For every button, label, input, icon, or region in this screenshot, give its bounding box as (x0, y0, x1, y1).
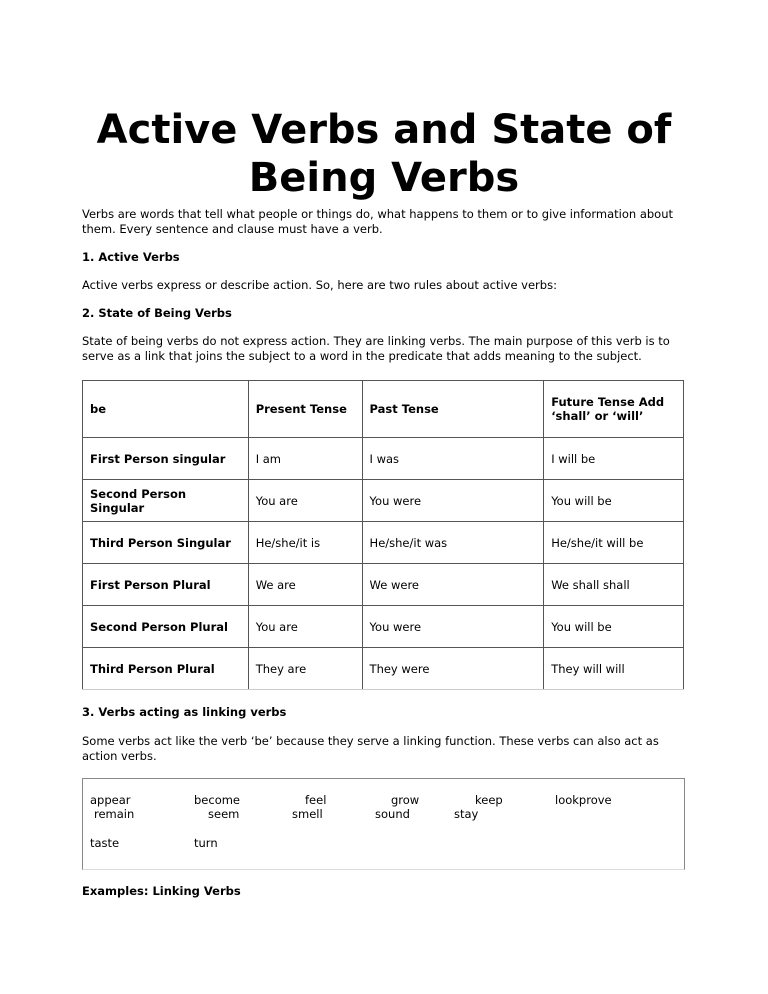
row-header: First Person singular (83, 438, 249, 480)
cell: I will be (544, 438, 684, 480)
cell: We are (248, 564, 362, 606)
cell: You will be (544, 606, 684, 648)
linking-verbs-box (82, 778, 685, 870)
word: lookprove (555, 793, 612, 807)
section-3-text: Some verbs act like the verb ‘be’ because they serve a linking function. These verbs can also act as action verbs. (82, 734, 659, 763)
word: appear (90, 793, 131, 807)
header-cell: Future Tense Add ‘shall’ or ‘will’ (544, 381, 684, 438)
table-row (83, 564, 684, 606)
section-1-text: Active verbs express or describe action. So, here are two rules about active verbs: (82, 278, 557, 292)
cell: I was (362, 438, 544, 480)
table-row (83, 606, 684, 648)
header-cell: be (83, 381, 249, 438)
word: become (194, 793, 241, 807)
table-row (83, 522, 684, 564)
table-header-row (83, 381, 684, 438)
cell: They were (362, 648, 544, 690)
cell: We were (362, 564, 544, 606)
row-header: First Person Plural (83, 564, 249, 606)
cell: They are (248, 648, 362, 690)
header-cell: Present Tense (248, 381, 362, 438)
cell: They will will (544, 648, 684, 690)
section-1-heading: 1. Active Verbs (82, 250, 180, 264)
word: stay (454, 807, 479, 821)
word: sound (375, 807, 410, 821)
page-title: Active Verbs and State of Being Verbs (96, 107, 672, 201)
word: remain (94, 807, 135, 821)
cell: You were (362, 480, 544, 522)
row-header: Second Person Singular (83, 480, 249, 522)
word: feel (305, 793, 327, 807)
table-row (83, 648, 684, 690)
section-2-heading: 2. State of Being Verbs (82, 306, 232, 320)
word: grow (391, 793, 420, 807)
word: turn (194, 836, 218, 850)
word: keep (475, 793, 503, 807)
be-verb-table (82, 380, 684, 690)
cell: He/she/it was (362, 522, 544, 564)
cell: You were (362, 606, 544, 648)
section-2-text: State of being verbs do not express action. They are linking verbs. The main purpose of this verb is to serve as a link that joins the subject to a word in the predicate that adds meaning to the subject. (82, 334, 670, 363)
cell: We shall shall (544, 564, 684, 606)
intro-paragraph: Verbs are words that tell what people or things do, what happens to them or to give information about them. Every sentence and clause must have a verb. (82, 207, 674, 236)
word: seem (208, 807, 240, 821)
examples-heading: Examples: Linking Verbs (82, 884, 241, 898)
section-3-heading: 3. Verbs acting as linking verbs (82, 705, 287, 719)
cell: You will be (544, 480, 684, 522)
row-header: Second Person Plural (83, 606, 249, 648)
table-row (83, 438, 684, 480)
word: smell (292, 807, 323, 821)
header-cell: Past Tense (362, 381, 544, 438)
row-header: Third Person Plural (83, 648, 249, 690)
cell: You are (248, 480, 362, 522)
cell: He/she/it is (248, 522, 362, 564)
cell: He/she/it will be (544, 522, 684, 564)
cell: I am (248, 438, 362, 480)
row-header: Third Person Singular (83, 522, 249, 564)
cell: You are (248, 606, 362, 648)
word: taste (90, 836, 120, 850)
table-row (83, 480, 684, 522)
